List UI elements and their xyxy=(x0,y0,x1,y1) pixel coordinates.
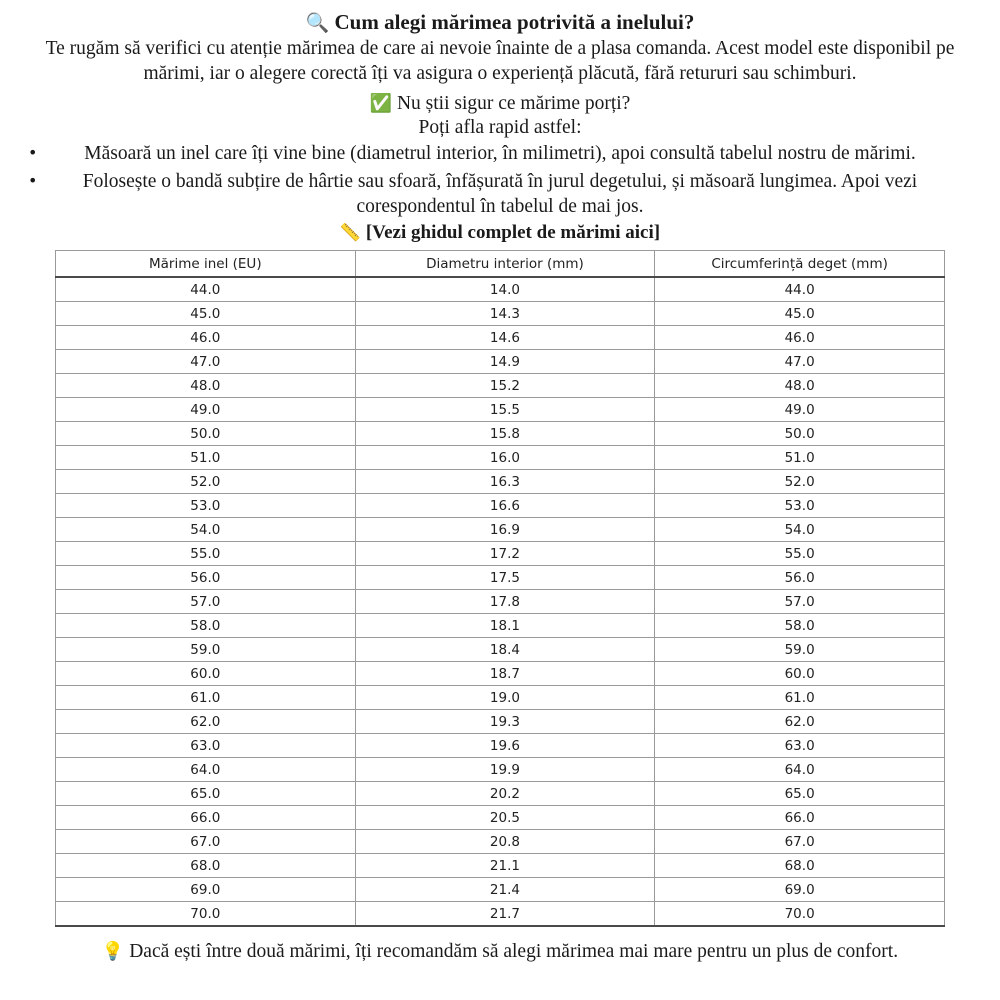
table-row xyxy=(56,734,945,758)
table-row xyxy=(56,566,945,590)
intro-paragraph: Te rugăm să verifici cu atenție mărimea de care ai nevoie înainte de a plasa comanda. Acest model este disponibil pe mărimi, iar o alegere corectă îți va asigura o experiență plăcută, fără retururi sau schimburi. xyxy=(45,38,955,85)
table-row xyxy=(56,614,945,638)
table-row xyxy=(56,638,945,662)
cell-circumference: 62.0 xyxy=(655,710,945,734)
cell-diameter: 19.9 xyxy=(355,758,655,782)
tips-list xyxy=(14,141,986,219)
cell-diameter: 18.1 xyxy=(355,614,655,638)
column-header-inner-diameter: Diametru interior (mm) xyxy=(355,251,655,278)
cell-ring-size: 69.0 xyxy=(56,878,356,902)
size-guide-link-row[interactable] xyxy=(14,222,986,244)
list-item xyxy=(14,169,986,220)
cell-ring-size: 51.0 xyxy=(56,446,356,470)
ring-size-table xyxy=(55,250,945,927)
cell-circumference: 63.0 xyxy=(655,734,945,758)
cell-diameter: 15.2 xyxy=(355,374,655,398)
cell-diameter: 21.7 xyxy=(355,902,655,927)
page-title xyxy=(14,10,986,35)
cell-circumference: 65.0 xyxy=(655,782,945,806)
cell-diameter: 17.2 xyxy=(355,542,655,566)
table-row xyxy=(56,542,945,566)
table-row xyxy=(56,710,945,734)
cell-diameter: 20.2 xyxy=(355,782,655,806)
cell-circumference: 66.0 xyxy=(655,806,945,830)
table-row xyxy=(56,806,945,830)
cell-diameter: 19.0 xyxy=(355,686,655,710)
cell-ring-size: 65.0 xyxy=(56,782,356,806)
table-row xyxy=(56,902,945,927)
cell-circumference: 45.0 xyxy=(655,302,945,326)
cell-ring-size: 52.0 xyxy=(56,470,356,494)
table-row xyxy=(56,350,945,374)
cell-ring-size: 61.0 xyxy=(56,686,356,710)
table-row xyxy=(56,494,945,518)
cell-circumference: 51.0 xyxy=(655,446,945,470)
table-row xyxy=(56,854,945,878)
cell-ring-size: 48.0 xyxy=(56,374,356,398)
subheading xyxy=(14,91,986,116)
cell-diameter: 16.9 xyxy=(355,518,655,542)
cell-circumference: 47.0 xyxy=(655,350,945,374)
table-row xyxy=(56,422,945,446)
subheading-text: Nu știi sigur ce mărime porți? xyxy=(396,93,631,115)
cell-circumference: 70.0 xyxy=(655,902,945,927)
cell-ring-size: 57.0 xyxy=(56,590,356,614)
cell-circumference: 57.0 xyxy=(655,590,945,614)
table-row xyxy=(56,446,945,470)
lead-text: Poți afla rapid astfel: xyxy=(418,117,582,139)
cell-ring-size: 60.0 xyxy=(56,662,356,686)
table-row xyxy=(56,470,945,494)
cell-ring-size: 49.0 xyxy=(56,398,356,422)
footer-tip-text: Dacă ești între două mărimi, îți recomandăm să alegi mărimea mai mare pentru un plus de confort. xyxy=(129,941,899,963)
cell-circumference: 56.0 xyxy=(655,566,945,590)
table-body xyxy=(56,277,945,926)
table-row xyxy=(56,277,945,302)
bullet-icon: • xyxy=(28,143,38,163)
cell-diameter: 21.4 xyxy=(355,878,655,902)
cell-diameter: 21.1 xyxy=(355,854,655,878)
table-row xyxy=(56,374,945,398)
cell-ring-size: 62.0 xyxy=(56,710,356,734)
cell-ring-size: 63.0 xyxy=(56,734,356,758)
table-row xyxy=(56,782,945,806)
cell-diameter: 15.5 xyxy=(355,398,655,422)
footer-tip xyxy=(24,939,976,964)
check-mark-icon: ✅ xyxy=(369,93,393,115)
cell-circumference: 54.0 xyxy=(655,518,945,542)
table-header-row xyxy=(56,251,945,278)
cell-diameter: 20.8 xyxy=(355,830,655,854)
cell-ring-size: 56.0 xyxy=(56,566,356,590)
cell-diameter: 14.3 xyxy=(355,302,655,326)
table-row xyxy=(56,326,945,350)
cell-diameter: 16.3 xyxy=(355,470,655,494)
cell-ring-size: 67.0 xyxy=(56,830,356,854)
cell-ring-size: 66.0 xyxy=(56,806,356,830)
cell-diameter: 14.6 xyxy=(355,326,655,350)
table-row xyxy=(56,830,945,854)
bullet-icon: • xyxy=(28,170,38,190)
cell-diameter: 16.0 xyxy=(355,446,655,470)
column-header-finger-circumference: Circumferință deget (mm) xyxy=(655,251,945,278)
table-row xyxy=(56,518,945,542)
column-header-ring-size: Mărime inel (EU) xyxy=(56,251,356,278)
list-item-text: Folosește o bandă subțire de hârtie sau sfoară, înfășurată în jurul degetului, și măsoară lungimea. Apoi vezi corespondentul în tabelul de mai jos. xyxy=(82,170,918,218)
cell-ring-size: 70.0 xyxy=(56,902,356,927)
cell-ring-size: 53.0 xyxy=(56,494,356,518)
cell-circumference: 44.0 xyxy=(655,277,945,302)
cell-ring-size: 55.0 xyxy=(56,542,356,566)
page-title-text: Cum alegi mărimea potrivită a inelului? xyxy=(334,10,695,34)
cell-diameter: 19.6 xyxy=(355,734,655,758)
cell-circumference: 46.0 xyxy=(655,326,945,350)
table-row xyxy=(56,302,945,326)
cell-circumference: 55.0 xyxy=(655,542,945,566)
cell-ring-size: 59.0 xyxy=(56,638,356,662)
cell-circumference: 61.0 xyxy=(655,686,945,710)
cell-ring-size: 44.0 xyxy=(56,277,356,302)
cell-circumference: 68.0 xyxy=(655,854,945,878)
cell-diameter: 20.5 xyxy=(355,806,655,830)
cell-ring-size: 47.0 xyxy=(56,350,356,374)
cell-diameter: 18.7 xyxy=(355,662,655,686)
cell-circumference: 48.0 xyxy=(655,374,945,398)
cell-diameter: 14.9 xyxy=(355,350,655,374)
cell-diameter: 16.6 xyxy=(355,494,655,518)
list-item-text: Măsoară un inel care îți vine bine (diametrul interior, în milimetri), apoi consultă tabelul nostru de mărimi. xyxy=(84,143,916,165)
lightbulb-icon: 💡 xyxy=(101,941,125,963)
cell-diameter: 19.3 xyxy=(355,710,655,734)
cell-ring-size: 58.0 xyxy=(56,614,356,638)
cell-diameter: 15.8 xyxy=(355,422,655,446)
cell-diameter: 17.5 xyxy=(355,566,655,590)
cell-ring-size: 45.0 xyxy=(56,302,356,326)
list-item xyxy=(14,141,986,166)
cell-diameter: 17.8 xyxy=(355,590,655,614)
table-row xyxy=(56,398,945,422)
cell-diameter: 14.0 xyxy=(355,277,655,302)
table-row xyxy=(56,878,945,902)
table-row xyxy=(56,758,945,782)
cell-circumference: 67.0 xyxy=(655,830,945,854)
cell-circumference: 69.0 xyxy=(655,878,945,902)
table-row xyxy=(56,686,945,710)
cell-ring-size: 68.0 xyxy=(56,854,356,878)
cell-circumference: 59.0 xyxy=(655,638,945,662)
cell-ring-size: 54.0 xyxy=(56,518,356,542)
ruler-icon: 📏 xyxy=(339,223,362,244)
cell-ring-size: 64.0 xyxy=(56,758,356,782)
magnifier-icon: 🔍 xyxy=(305,12,330,34)
cell-circumference: 52.0 xyxy=(655,470,945,494)
cell-circumference: 49.0 xyxy=(655,398,945,422)
size-guide-link[interactable]: [Vezi ghidul complet de mărimi aici] xyxy=(365,222,661,244)
table-row xyxy=(56,590,945,614)
cell-circumference: 50.0 xyxy=(655,422,945,446)
cell-circumference: 64.0 xyxy=(655,758,945,782)
table-row xyxy=(56,662,945,686)
cell-circumference: 53.0 xyxy=(655,494,945,518)
cell-ring-size: 46.0 xyxy=(56,326,356,350)
cell-circumference: 58.0 xyxy=(655,614,945,638)
cell-diameter: 18.4 xyxy=(355,638,655,662)
cell-circumference: 60.0 xyxy=(655,662,945,686)
cell-ring-size: 50.0 xyxy=(56,422,356,446)
